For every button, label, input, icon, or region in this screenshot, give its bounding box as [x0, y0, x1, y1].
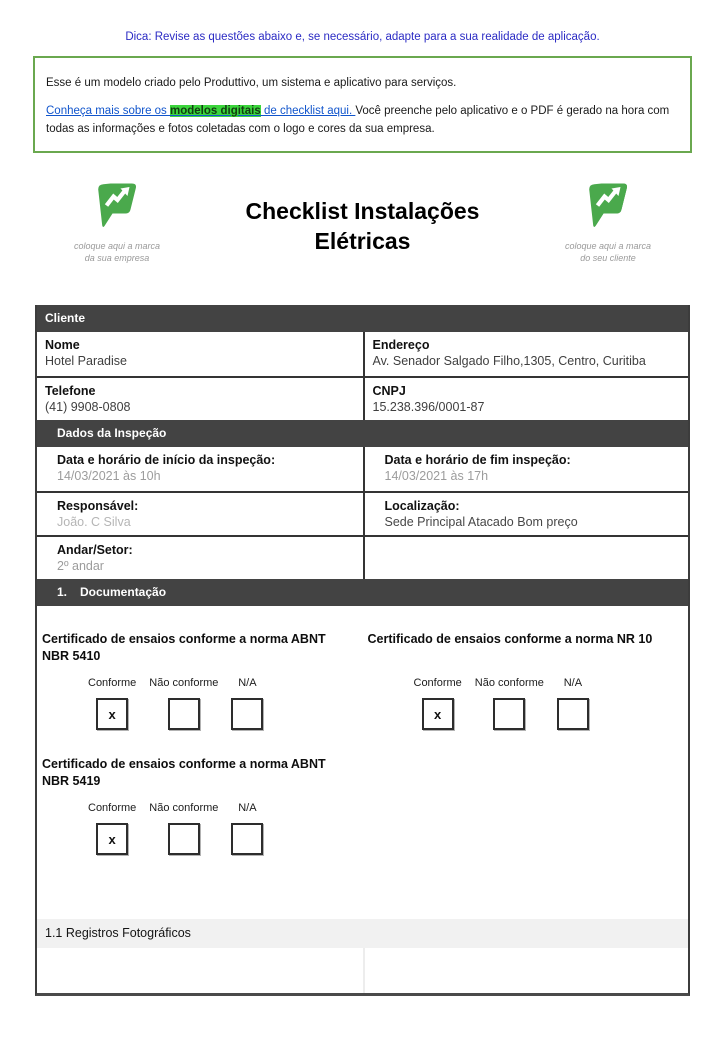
table-row — [37, 332, 688, 376]
option-label: Não conforme — [474, 677, 544, 690]
field-responsavel — [37, 493, 363, 535]
field-label: Data e horário de fim inspeção: — [384, 453, 571, 468]
option-label: Não conforme — [149, 677, 219, 690]
link-text-before: Conheça mais sobre os — [46, 105, 171, 118]
empty-cell — [363, 537, 689, 579]
q1-checkbox-conforme[interactable]: x — [96, 698, 128, 730]
link-text-after: de checklist aqui. — [260, 105, 356, 118]
field-fim-inspecao — [363, 447, 689, 491]
option-conforme — [88, 677, 136, 730]
intro-paragraph-2-rest: Você preenche pelo aplicativo e o PDF é gerado na hora com todas as informações e fotos coletadas com o logo e cores da sua empresa. — [46, 105, 670, 135]
option-label: Conforme — [88, 802, 137, 815]
option-label: N/A — [563, 677, 583, 690]
field-label: Telefone — [45, 384, 96, 399]
option-conforme — [414, 677, 462, 730]
field-value: 15.238.396/0001-87 — [372, 400, 485, 415]
table-row — [37, 447, 688, 491]
option-label: N/A — [238, 677, 257, 690]
field-value: Sede Principal Atacado Bom preço — [384, 515, 578, 530]
q2-checkbox-nao-conforme[interactable] — [493, 698, 525, 730]
field-endereco — [363, 332, 689, 376]
field-label: Data e horário de início da inspeção: — [57, 453, 276, 468]
subsection-header-registros-fotograficos: 1.1 Registros Fotográficos — [37, 919, 688, 948]
company-caption-line1: coloque aqui a marca — [73, 240, 161, 251]
highlighted-link-text: modelos digitais — [170, 105, 261, 118]
company-caption-line2: da sua empresa — [84, 252, 150, 263]
question-text: Certificado de ensaios conforme a norma ABNT NBR 5419 — [42, 757, 326, 788]
q1-checkbox-na[interactable] — [231, 698, 263, 730]
option-label: Conforme — [413, 677, 462, 690]
section-title: Documentação — [80, 585, 167, 600]
produttivo-logo-icon — [588, 182, 628, 228]
field-nome — [37, 332, 363, 376]
option-label: Não conforme — [149, 802, 219, 815]
table-row — [37, 376, 688, 420]
produttivo-logo-icon — [97, 182, 137, 228]
brand-header — [42, 182, 683, 264]
q2-checkbox-na[interactable] — [557, 698, 589, 730]
client-logo-block — [533, 182, 683, 264]
field-label: Nome — [45, 338, 80, 353]
field-inicio-inspecao — [37, 447, 363, 491]
question-block-nbr5410 — [37, 631, 363, 730]
field-value: (41) 9908-0808 — [45, 400, 131, 415]
checkbox-group — [88, 802, 353, 855]
q2-checkbox-conforme[interactable]: x — [422, 698, 454, 730]
field-label: Andar/Setor: — [57, 543, 133, 558]
client-logo-caption — [533, 240, 683, 264]
question-block-nbr5419 — [37, 756, 363, 855]
photo-placeholders-row — [37, 948, 688, 993]
field-label: Responsável: — [57, 499, 139, 514]
q3-checkbox-na[interactable] — [231, 823, 263, 855]
field-label: Endereço — [372, 338, 430, 353]
field-localizacao — [363, 493, 689, 535]
option-label: N/A — [238, 802, 257, 815]
table-row — [37, 491, 688, 535]
documentation-body — [37, 606, 688, 919]
checkbox-group — [88, 677, 353, 730]
page-title — [192, 182, 533, 257]
photo-placeholder-cell — [363, 948, 689, 993]
section-number: 1. — [57, 585, 68, 600]
option-conforme — [88, 802, 136, 855]
option-nao-conforme — [475, 677, 544, 730]
intro-box — [33, 56, 692, 153]
section-header-dados-inspecao: Dados da Inspeção — [37, 420, 688, 447]
field-value: Hotel Paradise — [45, 354, 127, 369]
option-na — [557, 677, 589, 730]
option-nao-conforme — [149, 802, 218, 855]
field-label: Localização: — [384, 499, 460, 514]
option-na — [231, 802, 263, 855]
option-label: Conforme — [88, 677, 137, 690]
tip-text: Dica: Revise as questões abaixo e, se necessário, adapte para a sua realidade de aplicação. — [125, 31, 600, 43]
section-header-cliente: Cliente — [37, 305, 688, 332]
field-andar-setor — [37, 537, 363, 579]
page-title-line1: Checklist Instalações — [245, 197, 480, 224]
field-value: 14/03/2021 às 17h — [384, 469, 489, 484]
field-value: João. C Silva — [57, 515, 131, 530]
document-page — [0, 31, 725, 996]
table-row — [37, 535, 688, 579]
q1-checkbox-nao-conforme[interactable] — [168, 698, 200, 730]
q3-checkbox-conforme[interactable]: x — [96, 823, 128, 855]
question-block-nr10 — [363, 631, 689, 730]
q3-checkbox-nao-conforme[interactable] — [168, 823, 200, 855]
field-value: Av. Senador Salgado Filho,1305, Centro, Curitiba — [372, 354, 646, 369]
field-value: 14/03/2021 às 10h — [57, 469, 161, 484]
checklist-table — [35, 305, 690, 996]
intro-paragraph-1: Esse é um modelo criado pelo Produttivo, um sistema e aplicativo para serviços. — [46, 77, 457, 89]
intro-paragraph-2 — [46, 103, 679, 138]
client-caption-line1: coloque aqui a marca — [564, 240, 652, 251]
field-telefone — [37, 378, 363, 420]
question-text: Certificado de ensaios conforme a norma ABNT NBR 5410 — [42, 632, 326, 663]
company-logo-caption — [42, 240, 192, 264]
checkbox-group — [414, 677, 679, 730]
field-value: 2º andar — [57, 559, 104, 574]
field-cnpj — [363, 378, 689, 420]
option-nao-conforme — [149, 677, 218, 730]
photo-placeholder-cell — [37, 948, 363, 993]
page-title-line2: Elétricas — [314, 227, 411, 254]
option-na — [231, 677, 263, 730]
section-header-documentacao — [37, 579, 688, 606]
client-caption-line2: do seu cliente — [580, 252, 636, 263]
field-label: CNPJ — [372, 384, 406, 399]
question-text: Certificado de ensaios conforme a norma NR 10 — [367, 632, 653, 647]
company-logo-block — [42, 182, 192, 264]
checklist-models-link[interactable] — [46, 105, 355, 117]
